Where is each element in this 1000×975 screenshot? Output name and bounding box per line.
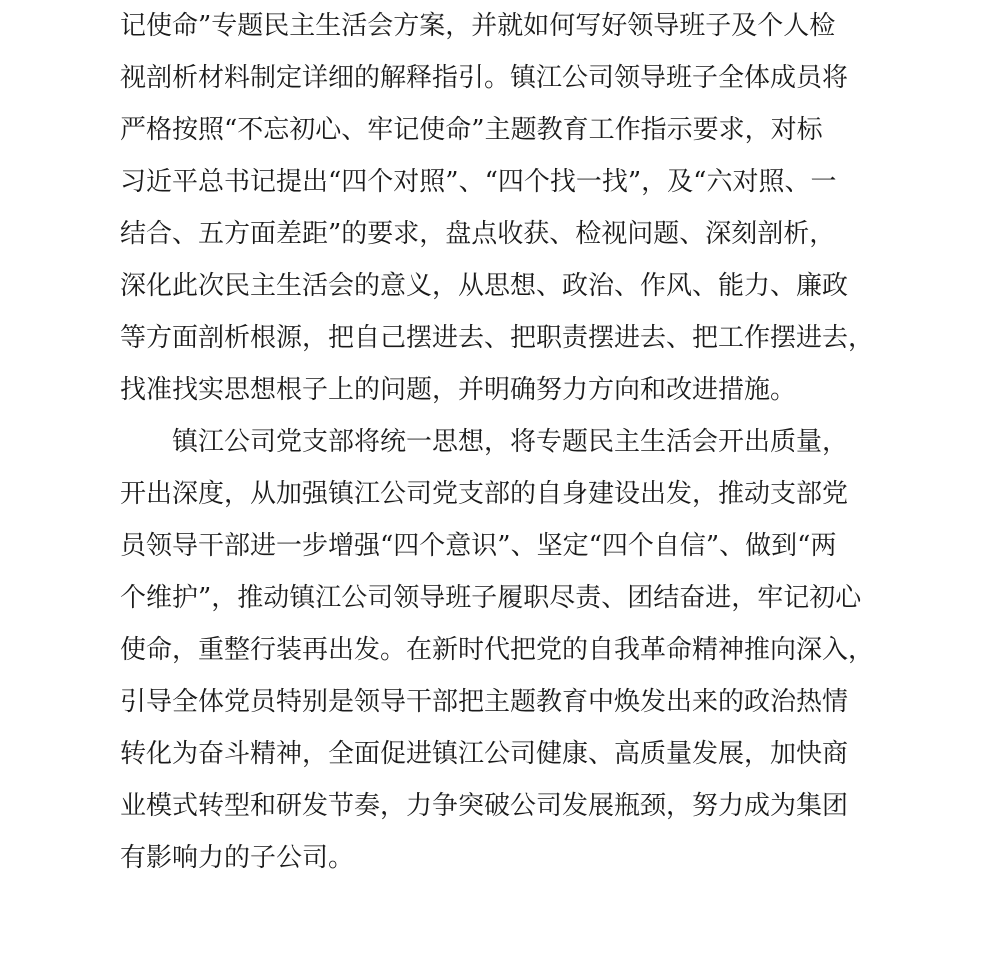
- paragraph-2-line-6: 引导全体党员特别是领导干部把主题教育中焕发出来的政治热情: [120, 687, 849, 717]
- paragraph-1-line-1: 记使命”专题民主生活会方案，并就如何写好领导班子及个人检: [120, 11, 836, 41]
- paragraph-2-line-2: 开出深度，从加强镇江公司党支部的自身建设出发，推动支部党: [120, 479, 849, 509]
- paragraph-1-line-4: 习近平总书记提出“四个对照”、“四个找一找”，及“六对照、一: [120, 167, 837, 197]
- paragraph-2-line-4: 个维护”，推动镇江公司领导班子履职尽责、团结奋进，牢记初心: [120, 583, 862, 613]
- paragraph-2-line-1: 镇江公司党支部将统一思想，将专题民主生活会开出质量，: [172, 427, 849, 457]
- paragraph-2-line-8: 业模式转型和研发节奏，力争突破公司发展瓶颈，努力成为集团: [120, 791, 849, 821]
- paragraph-2-line-9: 有影响力的子公司。: [120, 843, 355, 873]
- paragraph-1-line-6: 深化此次民主生活会的意义，从思想、政治、作风、能力、廉政: [120, 271, 849, 301]
- paragraph-2-line-3: 员领导干部进一步增强“四个意识”、坚定“四个自信”、做到“两: [120, 531, 837, 561]
- paragraph-2-line-7: 转化为奋斗精神，全面促进镇江公司健康、高质量发展，加快商: [120, 739, 849, 769]
- paragraph-1-line-7: 等方面剖析根源，把自己摆进去、把职责摆进去、把工作摆进去，: [120, 323, 875, 353]
- paragraph-1-line-3: 严格按照“不忘初心、牢记使命”主题教育工作指示要求，对标: [120, 115, 823, 145]
- paragraph-1-line-8: 找准找实思想根子上的问题，并明确努力方向和改进措施。: [120, 375, 797, 405]
- paragraph-1-line-5: 结合、五方面差距”的要求，盘点收获、检视问题、深刻剖析，: [120, 219, 836, 249]
- paragraph-2-line-5: 使命，重整行装再出发。在新时代把党的自我革命精神推向深入，: [120, 635, 875, 665]
- paragraph-1-line-2: 视剖析材料制定详细的解释指引。镇江公司领导班子全体成员将: [120, 63, 849, 93]
